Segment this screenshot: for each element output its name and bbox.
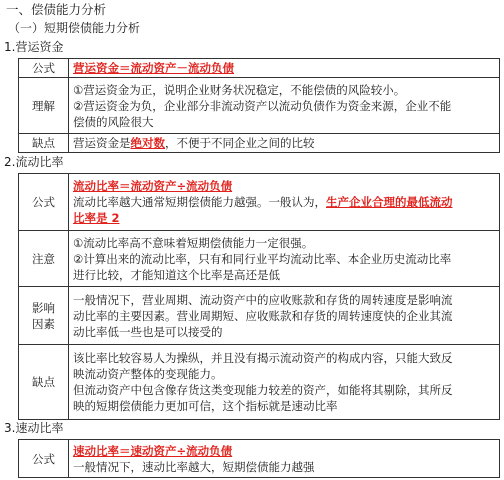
- text-line: 进行比较，才能知道这个比率是高还是低: [73, 267, 280, 282]
- text-line: 偿债的风险很大: [73, 114, 154, 129]
- text-line: ①营运资金为正，说明企业财务状况稳定，不能偿债的风险较小。: [73, 82, 406, 97]
- content-cell: [69, 440, 500, 478]
- table-row: [19, 59, 500, 78]
- text-line: ①流动比率高不意味着短期偿债能力一定很强。: [73, 235, 314, 250]
- text-line: ②计算出来的流动比率，只有和同行业平均流动比率、本企业历史流动比率: [73, 251, 452, 266]
- table-row: [19, 134, 500, 153]
- content-cell: [69, 287, 500, 345]
- page-subtitle: （一）短期偿债能力分析: [8, 21, 141, 35]
- row-label: 理解: [19, 78, 69, 134]
- text-line: ②营运资金为负，企业部分非流动资产以流动负债作为资金来源，企业不能: [73, 98, 452, 113]
- section-heading-current-ratio: 2.流动比率: [4, 155, 64, 169]
- row-label: 缺点: [19, 345, 69, 420]
- row-label: 注意: [19, 231, 69, 287]
- row-label: 影响 因素: [19, 287, 69, 345]
- content-cell: [69, 78, 500, 134]
- text-line: 该比率比较容易人为操纵，并且没有揭示流动资产的构成内容，只能大致反: [73, 351, 453, 365]
- row-label: 公式: [19, 59, 69, 78]
- highlight-text: 绝对数: [130, 136, 165, 150]
- content-cell: [69, 231, 500, 287]
- row-label: 缺点: [19, 134, 69, 153]
- working-capital-table: [18, 58, 500, 153]
- table-row: [19, 440, 500, 478]
- formula-text: 速动比率＝速动资产÷流动负债: [73, 443, 233, 458]
- formula-text: 流动比率＝流动资产÷流动负债: [73, 179, 233, 193]
- table-row: [19, 287, 500, 345]
- row-label: 公式: [19, 440, 69, 478]
- table-row: [19, 78, 500, 134]
- text-line: 映的短期偿债能力更加可信，这个指标就是速动比率: [73, 399, 338, 413]
- text-line: 一般情况下，营业周期、流动资产中的应收账款和存货的周转速度是影响流: [73, 292, 453, 307]
- highlight-text: 生产企业合理的最低流动: [326, 195, 453, 209]
- content-cell: 营运资金是绝对数，不便于不同企业之间的比较: [69, 134, 500, 153]
- text-line: 一般情况下，速动比率越大，短期偿债能力越强: [73, 459, 315, 474]
- text-line: 动比率的主要因素。营业周期短、应收账款和存货的周转速度快的企业其流: [73, 308, 453, 323]
- section-heading-working-capital: 1.营运资金: [4, 40, 64, 54]
- content-cell: 流动比率＝流动资产÷流动负债 流动比率越大通常短期偿债能力越强。一般认为，生产企业合理的最低流动 比率是 2: [69, 174, 500, 231]
- highlight-text: 比率是 2: [73, 211, 120, 225]
- page-title: 一、偿债能力分析: [6, 2, 107, 17]
- table-row: [19, 174, 500, 231]
- table-row: [19, 231, 500, 287]
- formula-text: 营运资金＝流动资产－流动负债: [73, 61, 234, 75]
- quick-ratio-table: [18, 439, 500, 478]
- text-line: 映流动资产整体的变现能力。: [73, 367, 223, 381]
- content-cell: [69, 345, 500, 420]
- text-line: 但流动资产中包含像存货这类变现能力较差的资产，如能将其剔除，其所反: [73, 383, 453, 397]
- current-ratio-table: [18, 173, 500, 420]
- table-row: [19, 345, 500, 420]
- section-heading-quick-ratio: 3.速动比率: [4, 421, 64, 435]
- text-line: 动比率低一些也是可以接受的: [73, 324, 223, 339]
- row-label: 公式: [19, 174, 69, 231]
- formula-cell: [69, 59, 500, 78]
